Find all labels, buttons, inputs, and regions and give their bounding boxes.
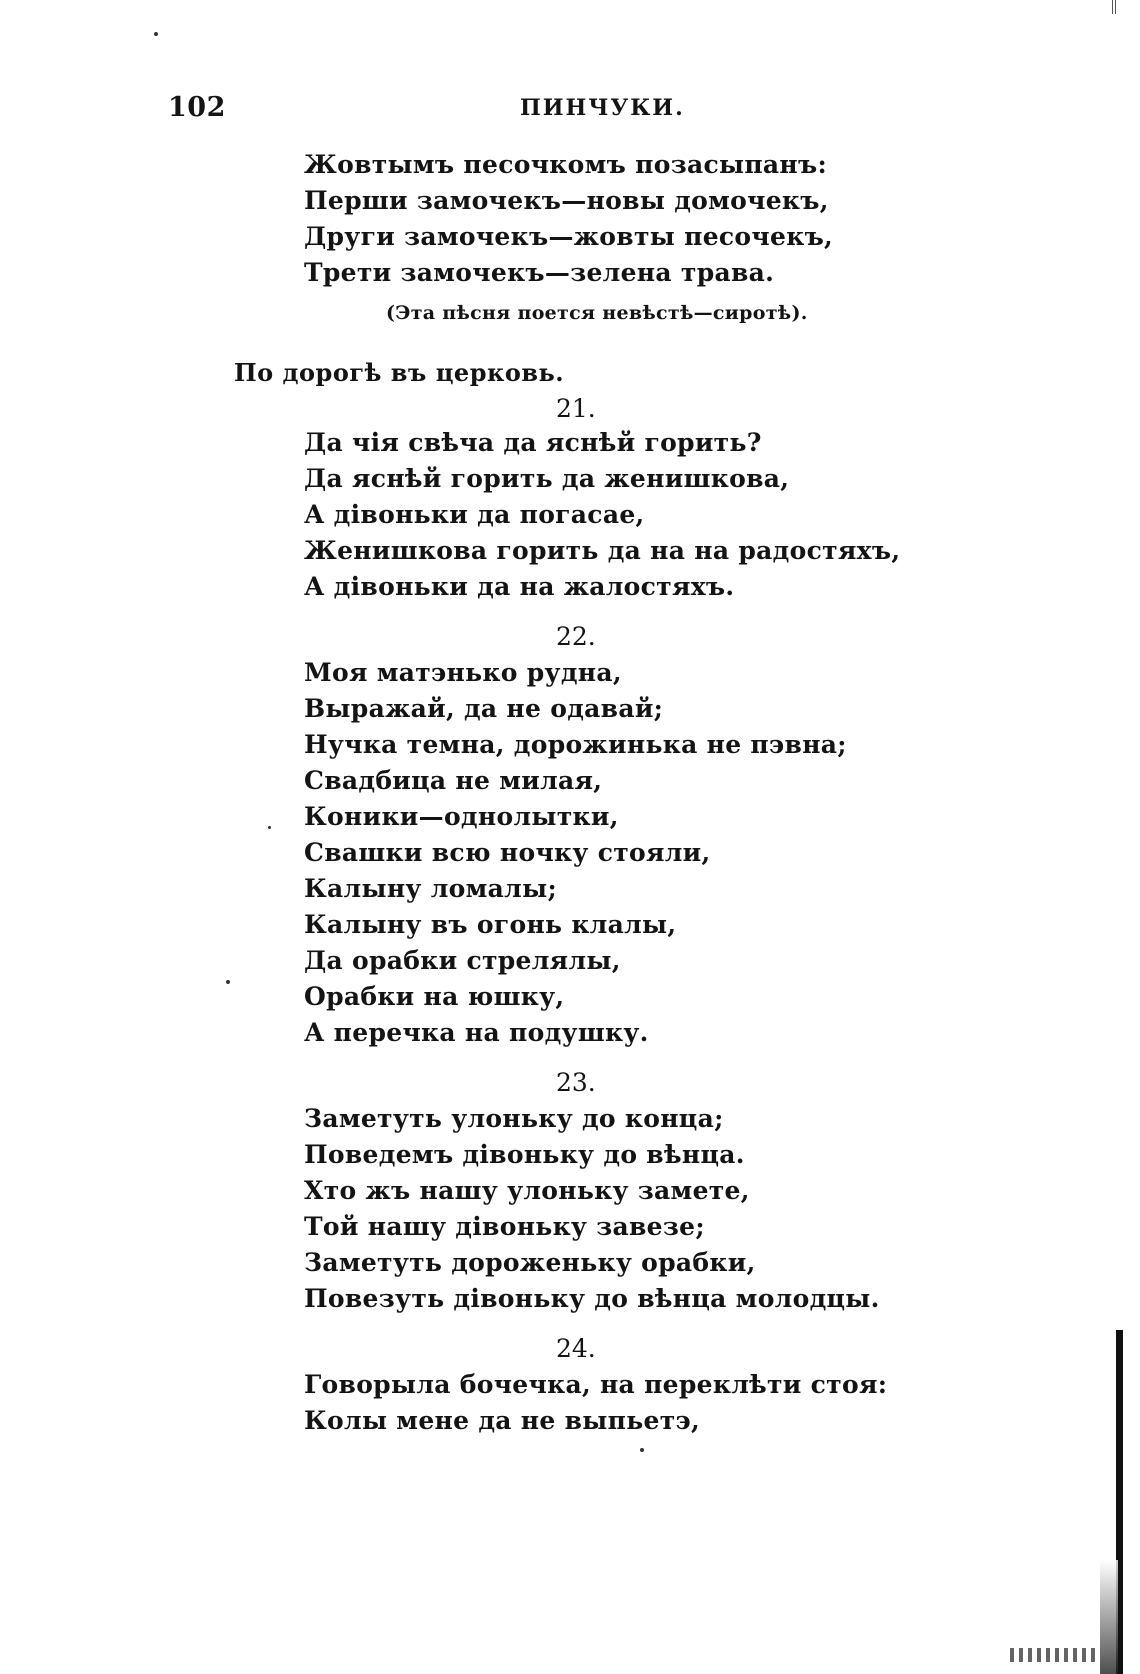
verse-line: Свадбица не милая, — [304, 766, 603, 795]
verse-line: Други замочекъ—жовты песочекъ, — [304, 222, 834, 251]
scan-speck — [154, 32, 158, 36]
running-head: ПИНЧУКИ. — [520, 95, 685, 121]
page-header — [0, 92, 1140, 132]
verse-line: Нучка темна, дорожинька не пэвна; — [304, 730, 847, 759]
scan-edge-mark — [1112, 0, 1116, 14]
verse-line: А дівоньки да погасае, — [304, 500, 645, 529]
verse-line: Перши замочекъ—новы домочекъ, — [304, 186, 829, 215]
verse-line: Свашки всю ночку стояли, — [304, 838, 711, 867]
scan-bottom-marks — [1010, 1648, 1100, 1662]
verse-line: Да орабки стрелялы, — [304, 946, 621, 975]
verse-line: Выражай, да не одавай; — [304, 694, 664, 723]
verse-line: Калыну въ огонь клалы, — [304, 910, 677, 939]
song-number: 21. — [556, 394, 596, 423]
verse-line: Колы мене да не выпьетэ, — [304, 1406, 701, 1435]
verse-line: Моя матэнько рудна, — [304, 658, 622, 687]
verse-line: Женишкова горить да на на радостяхъ, — [304, 536, 901, 565]
verse-line: Хто жъ нашу улоньку замете, — [304, 1176, 750, 1205]
verse-line: Говорыла бочечка, на переклѣти стоя: — [304, 1370, 888, 1399]
song-number: 22. — [556, 622, 596, 651]
song-number: 24. — [556, 1334, 596, 1363]
verse-line: Коники—однолытки, — [304, 802, 619, 831]
verse-line: Трети замочекъ—зелена трава. — [304, 258, 775, 287]
verse-line: Заметуть дороженьку орабки, — [304, 1248, 756, 1277]
song-note: (Эта пѣсня поется невѣстѣ—сиротѣ). — [386, 302, 808, 324]
verse-line: Орабки на юшку, — [304, 982, 565, 1011]
section-heading: По дорогѣ въ церковь. — [234, 358, 565, 387]
verse-line: Калыну ломалы; — [304, 874, 557, 903]
scan-speck — [268, 826, 271, 829]
verse-line: Той нашу дівоньку завезе; — [304, 1212, 705, 1241]
scan-speck — [226, 980, 230, 984]
verse-line: Поведемъ дівоньку до вѣнца. — [304, 1140, 745, 1169]
verse-line: Да чія свѣча да яснѣй горить? — [304, 428, 762, 457]
scan-speck — [640, 1448, 644, 1452]
verse-line: Повезуть дівоньку до вѣнца молодцы. — [304, 1284, 880, 1313]
scan-edge-shadow — [1100, 1560, 1118, 1674]
verse-line: Да яснѣй горить да женишкова, — [304, 464, 790, 493]
verse-line: Жовтымъ песочкомъ позасыпанъ: — [304, 150, 828, 179]
verse-line: Заметуть улоньку до конца; — [304, 1104, 724, 1133]
song-number: 23. — [556, 1068, 596, 1097]
verse-line: А перечка на подушку. — [304, 1018, 649, 1047]
verse-line: А дівоньки да на жалостяхъ. — [304, 572, 735, 601]
page-number: 102 — [168, 92, 226, 123]
